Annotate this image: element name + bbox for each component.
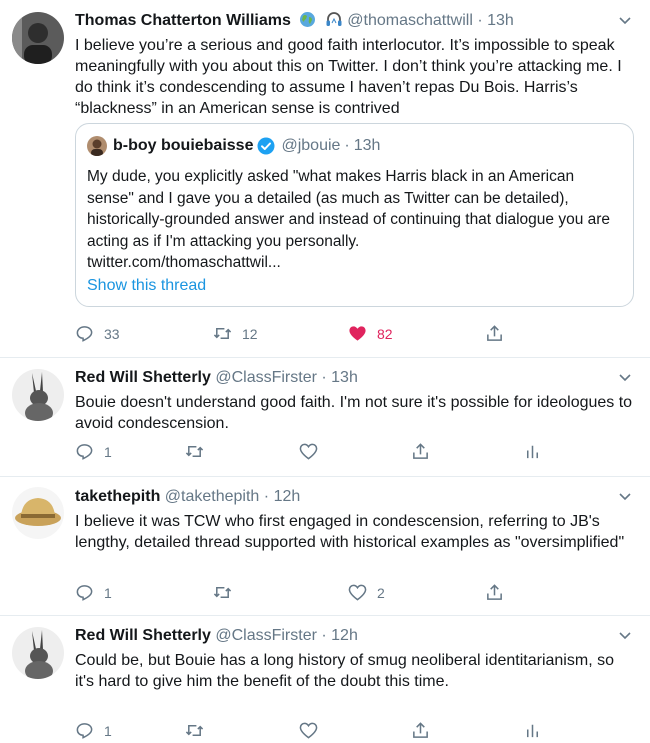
share-button[interactable] [485,583,504,602]
tweet-actions [75,442,634,464]
verified-badge-icon [257,137,275,155]
analytics-icon [523,721,542,740]
tweet-text: I believe it was TCW who first engaged in condescension, referring to JB's lengthy, detailed thread supported with historical examples as "oversimplified" [75,513,625,551]
retweet-icon [213,324,232,343]
like-button[interactable] [348,583,385,602]
reply-count: 1 [104,722,112,739]
reply-button[interactable] [75,583,112,602]
analytics-button[interactable] [523,721,542,740]
tweet-header [75,368,634,390]
retweet-button[interactable] [213,583,232,602]
tweet-header [75,11,634,33]
share-button[interactable] [411,442,430,461]
share-button[interactable] [411,721,430,740]
reply-count: 33 [104,325,120,342]
separator: · [344,137,350,154]
separator: · [477,12,483,29]
reply-button[interactable] [75,324,120,343]
share-icon [411,721,430,740]
tweet[interactable] [0,477,650,616]
tweet-header [75,626,634,648]
quoted-tweet-header [87,136,380,156]
share-icon [485,583,504,602]
reply-count: 1 [104,584,112,601]
like-count: 2 [377,584,385,601]
chevron-down-icon[interactable] [618,489,632,503]
globe-emoji-icon [299,11,316,34]
tweet[interactable] [0,358,650,477]
display-name[interactable]: Thomas Chatterton Williams [75,12,291,29]
headphones-emoji-icon [325,11,343,34]
reply-icon [75,442,94,461]
quoted-tweet-text [87,166,621,274]
share-icon [485,324,504,343]
quoted-timestamp: 13h [353,137,381,154]
handle[interactable]: @takethepith [164,488,260,505]
timestamp[interactable]: 13h [487,12,514,29]
tweet[interactable] [0,616,650,739]
timestamp[interactable]: 12h [273,488,301,505]
handle[interactable]: @ClassFirster [215,369,317,386]
show-thread-link[interactable]: Show this thread [87,277,207,294]
reply-button[interactable] [75,442,112,461]
chevron-down-icon[interactable] [618,370,632,384]
share-button[interactable] [485,324,504,343]
tweet-actions [75,583,634,605]
retweet-icon [213,583,232,602]
display-name[interactable]: takethepith [75,488,161,505]
heart-icon [299,721,318,740]
tweet-actions [75,721,634,743]
heart-filled-icon [348,324,367,343]
quoted-tweet[interactable] [75,123,634,307]
heart-icon [299,442,318,461]
avatar[interactable] [12,627,64,679]
tweet-actions [75,324,634,346]
tweet-header [75,487,634,509]
tweet-text: Could be, but Bouie has a long history of smug neoliberal identitarianism, so it's hard to give him the benefit of the doubt this time. [75,652,614,690]
quoted-link[interactable]: twitter.com/thomaschattwil... [87,254,281,271]
tweet-text: Bouie doesn't understand good faith. I'm not sure it's possible for ideologues to avoid condescension. [75,394,633,432]
display-name[interactable]: Red Will Shetterly [75,627,211,644]
retweet-button[interactable] [185,721,204,740]
reply-icon [75,324,94,343]
quoted-handle: @jbouie [281,137,341,154]
timestamp[interactable]: 12h [331,627,358,644]
timestamp[interactable]: 13h [331,369,358,386]
tweet-text: I believe you’re a serious and good faith interlocutor. It’s impossible to speak meaningfully with you about this on Twitter. I don’t think you’re attacking me. I do think it’s condescending to assume I haven’t repas Du Bois. Harris’s “blackness” in an American sense is contrived [75,37,622,117]
retweet-button[interactable] [213,324,258,343]
tweet[interactable] [0,0,650,358]
display-name[interactable]: Red Will Shetterly [75,369,211,386]
separator: · [321,369,327,386]
retweet-button[interactable] [185,442,204,461]
chevron-down-icon[interactable] [618,13,632,27]
quoted-text-body: My dude, you explicitly asked "what makes Harris black in an American sense" and I gave you a detailed (as much as Twitter can be detailed), historically-grounded answer and instead of continuing that dialogue you are acting as if I'm attacking you personally. [87,168,611,250]
reply-icon [75,721,94,740]
separator: · [263,488,270,505]
like-button[interactable] [348,324,393,343]
avatar[interactable] [12,369,64,421]
chevron-down-icon[interactable] [618,628,632,642]
separator: · [321,627,327,644]
retweet-count: 12 [242,325,258,342]
reply-count: 1 [104,443,112,460]
quoted-display-name: b-boy bouiebaisse [113,137,254,154]
reply-button[interactable] [75,721,112,740]
retweet-icon [185,442,204,461]
avatar[interactable] [12,487,64,539]
handle[interactable]: @thomaschattwill [347,12,473,29]
avatar[interactable] [12,12,64,64]
quoted-avatar [87,136,107,156]
share-icon [411,442,430,461]
analytics-button[interactable] [523,442,542,461]
like-button[interactable] [299,442,318,461]
analytics-icon [523,442,542,461]
retweet-icon [185,721,204,740]
handle[interactable]: @ClassFirster [215,627,317,644]
heart-icon [348,583,367,602]
reply-icon [75,583,94,602]
like-button[interactable] [299,721,318,740]
like-count: 82 [377,325,393,342]
